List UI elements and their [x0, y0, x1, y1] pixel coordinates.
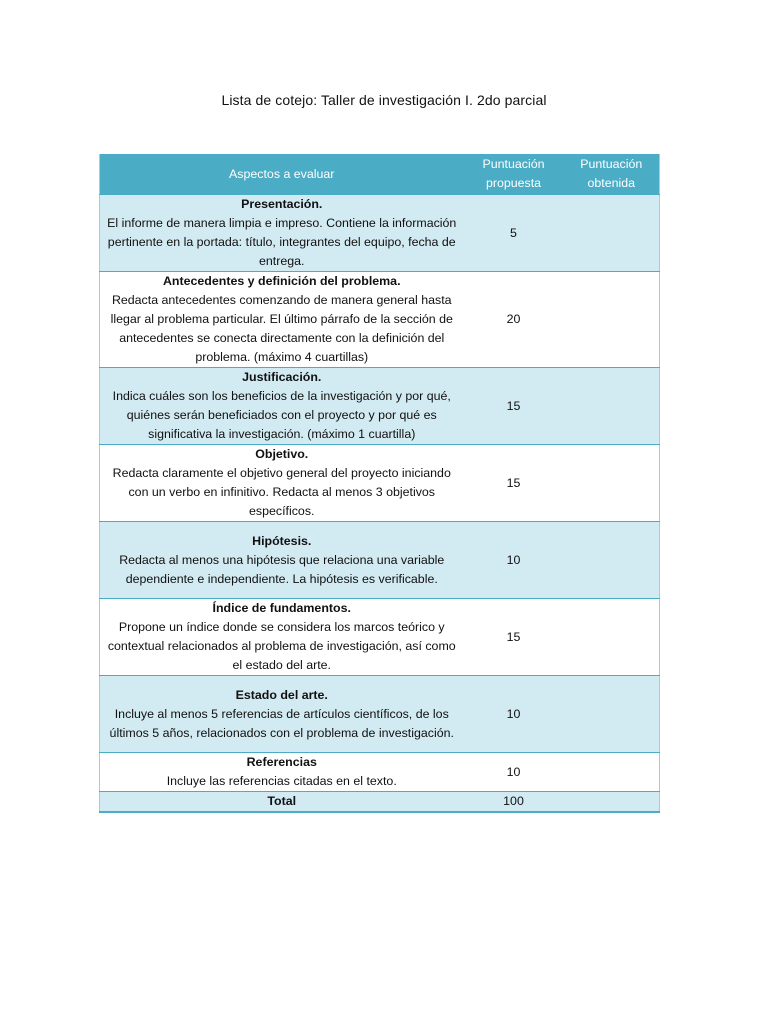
document-title: Lista de cotejo: Taller de investigación I. 2do parcial	[221, 92, 547, 108]
obtained-score	[564, 445, 660, 522]
aspect-title: Objetivo.	[255, 447, 309, 461]
aspect-description: Indica cuáles son los beneficios de la investigación y por qué, quiénes serán beneficiados con el proyecto y por qué es significativa la investigación. (máximo 1 cuartilla)	[112, 389, 451, 441]
aspect-title: Índice de fundamentos.	[212, 601, 351, 615]
obtained-score	[564, 676, 660, 753]
proposed-score: 15	[464, 368, 564, 445]
aspect-description: Redacta al menos una hipótesis que relaciona una variable dependiente e independiente. La hipótesis es verificable.	[119, 552, 445, 586]
aspect-description: Propone un índice donde se considera los marcos teórico y contextual relacionados al problema de investigación, así como el estado del arte.	[107, 620, 456, 672]
header-obtained-score: Puntuación obtenida	[564, 154, 660, 195]
aspect-description: Incluye al menos 5 referencias de artículos científicos, de los últimos 5 años, relacionados con el problema de investigación.	[109, 706, 454, 740]
aspect-title: Presentación.	[241, 197, 323, 211]
aspect-title: Referencias	[246, 755, 317, 769]
aspect-description: Incluye las referencias citadas en el texto.	[166, 774, 397, 788]
proposed-score: 10	[464, 522, 564, 599]
table-row	[100, 195, 660, 272]
header-aspects: Aspectos a evaluar	[100, 154, 464, 195]
proposed-score: 20	[464, 272, 564, 368]
proposed-score: 15	[464, 445, 564, 522]
total-proposed-score: 100	[464, 792, 564, 813]
aspect-title: Hipótesis.	[252, 533, 312, 548]
aspect-title: Antecedentes y definición del problema.	[162, 274, 401, 288]
aspect-cell	[100, 599, 464, 676]
total-obtained-score	[564, 792, 660, 813]
aspect-cell	[100, 368, 464, 445]
aspect-cell	[100, 445, 464, 522]
obtained-score	[564, 599, 660, 676]
obtained-score	[564, 522, 660, 599]
aspect-title: Estado del arte.	[235, 687, 328, 702]
table-row	[100, 272, 660, 368]
aspect-cell	[100, 272, 464, 368]
proposed-score: 10	[464, 753, 564, 792]
aspect-description: El informe de manera limpia e impreso. Contiene la información pertinente en la portada: título, integrantes del equipo, fecha de entrega.	[107, 216, 457, 268]
aspect-description: Redacta claramente el objetivo general del proyecto iniciando con un verbo en infinitivo. Redacta al menos 3 objetivos específicos.	[112, 466, 451, 518]
total-label: Total	[100, 792, 464, 813]
obtained-score	[564, 753, 660, 792]
aspect-description: Redacta antecedentes comenzando de manera general hasta llegar al problema particular. El último párrafo de la sección de antecedentes se conecta directamente con la definición del problema. (máximo 4 cuartillas)	[110, 293, 453, 364]
header-proposed-score: Puntuación propuesta	[464, 154, 564, 195]
proposed-score: 15	[464, 599, 564, 676]
aspect-title: Justificación.	[242, 370, 322, 384]
table-row	[100, 753, 660, 792]
table-row	[100, 522, 660, 599]
aspect-cell	[100, 522, 464, 599]
table-row	[100, 445, 660, 522]
evaluation-table	[99, 154, 660, 813]
obtained-score	[564, 368, 660, 445]
aspect-cell	[100, 676, 464, 753]
obtained-score	[564, 195, 660, 272]
proposed-score: 10	[464, 676, 564, 753]
total-row	[100, 792, 660, 813]
obtained-score	[564, 272, 660, 368]
proposed-score: 5	[464, 195, 564, 272]
table-row	[100, 599, 660, 676]
table-header-row	[100, 154, 660, 195]
table-row	[100, 368, 660, 445]
aspect-cell	[100, 195, 464, 272]
table-row	[100, 676, 660, 753]
aspect-cell	[100, 753, 464, 792]
